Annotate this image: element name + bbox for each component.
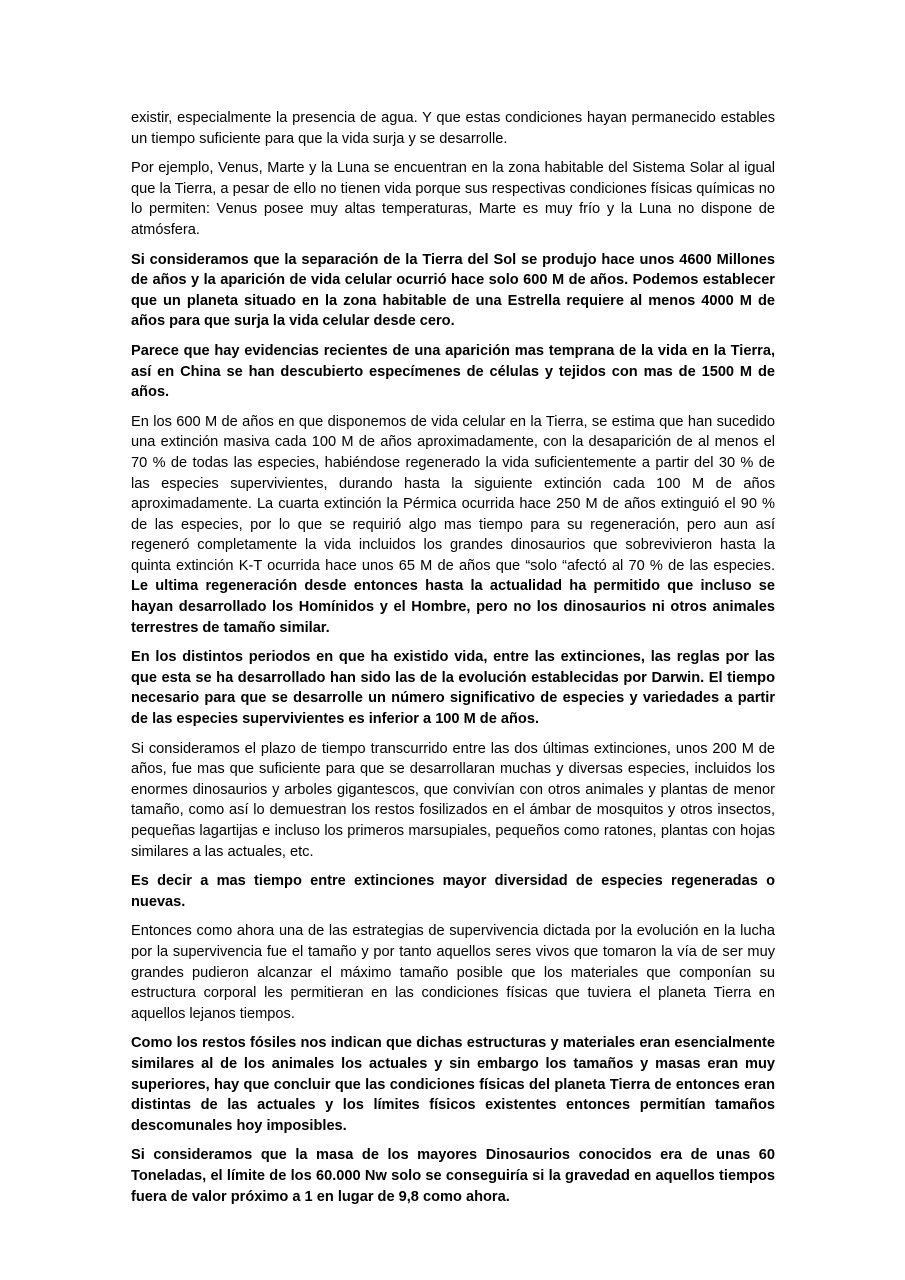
paragraph-9: Entonces como ahora una de las estrategias de supervivencia dictada por la evolución en la lucha por la supervivencia fue el tamaño y por tanto aquellos seres vivos que tomaron la vía de ser muy grandes pudieron alcanzar el máximo tamaño posible que los materiales que componían su estructura corporal les permitieran en las condiciones físicas que tuviera el planeta Tierra en aquellos lejanos tiempos. — [131, 923, 775, 1022]
paragraph-5-bold-tail: Le ultima regeneración desde entonces hasta la actualidad ha permitido que incluso se hayan desarrollado los Homínidos y el Hombre, pero no los dinosaurios ni otros animales terrestres de tamaño similar. — [131, 578, 775, 636]
paragraph-3: Si consideramos que la separación de la Tierra del Sol se produjo hace unos 4600 Millones de años y la aparición de vida celular ocurrió hace solo 600 M de años. Podemos establecer que un planeta situado en la zona habitable de una Estrella requiere al menos 4000 M de años para que surja la vida celular desde cero. — [131, 251, 775, 330]
paragraph-8: Es decir a mas tiempo entre extinciones mayor diversidad de especies regeneradas o nuevas. — [131, 873, 775, 910]
paragraph-2: Por ejemplo, Venus, Marte y la Luna se encuentran en la zona habitable del Sistema Solar al igual que la Tierra, a pesar de ello no tienen vida porque sus respectivas condiciones físicas químicas no lo permiten: Venus posee muy altas temperaturas, Marte es muy frío y la Luna no dispone de atmósfera. — [131, 160, 775, 238]
paragraph-6: En los distintos periodos en que ha existido vida, entre las extinciones, las reglas por las que esta se ha desarrollado han sido las de la evolución establecidas por Darwin. El tiempo necesario para que se desarrolle un número significativo de especies y variedades a partir de las especies supervivientes es inferior a 100 M de años. — [131, 649, 775, 728]
paragraph-4: Parece que hay evidencias recientes de una aparición mas temprana de la vida en la Tierra, así en China se han descubierto especímenes de células y tejidos con mas de 1500 M de años. — [131, 342, 775, 401]
paragraph-11: Si consideramos que la masa de los mayores Dinosaurios conocidos era de unas 60 Toneladas, el límite de los 60.000 Nw solo se conseguiría si la gravedad en aquellos tiempos fuera de valor próximo a 1 en lugar de 9,8 como ahora. — [131, 1147, 775, 1205]
paragraph-5-text: En los 600 M de años en que disponemos de vida celular en la Tierra, se estima que han sucedido una extinción masiva cada 100 M de años aproximadamente, con la desaparición de al menos el 70 % de todas las especies, habiéndose regenerado la vida suficientemente a partir del 30 % de las especies supervivientes, durando hasta la siguiente extinción cada 100 M de años aproximadamente. La cuarta extinción la Pérmica ocurrida hace 250 M de años extinguió el 90 % de las especies, por lo que se requirió algo mas tiempo para su regeneración, pero aun así regeneró completamente la vida incluidos los grandes dinosaurios que sobrevivieron hasta la quinta extinción K-T ocurrida hace unos 65 M de años que “solo “afectó al 70 % de las especies. — [131, 413, 775, 574]
paragraph-1: existir, especialmente la presencia de agua. Y que estas condiciones hayan permanecido estables un tiempo suficiente para que la vida surja y se desarrolle. — [131, 110, 775, 147]
document-page — [131, 108, 775, 1216]
paragraph-7: Si consideramos el plazo de tiempo transcurrido entre las dos últimas extinciones, unos 200 M de años, fue mas que suficiente para que se desarrollaran muchas y diversas especies, incluidos los enormes dinosaurios y arboles gigantescos, que convivían con otros animales y plantas de menor tamaño, como así lo demuestran los restos fosilizados en el ámbar de mosquitos y otros insectos, pequeñas lagartijas e incluso los primeros marsupiales, pequeños como ratones, plantas con hojas similares a las actuales, etc. — [131, 740, 775, 860]
paragraph-5 — [131, 412, 775, 639]
paragraph-10: Como los restos fósiles nos indican que dichas estructuras y materiales eran esencialmente similares al de los animales los actuales y sin embargo los tamaños y masas eran muy superiores, hay que concluir que las condiciones físicas del planeta Tierra de entonces eran distintas de las actuales y los límites físicos existentes entonces permitían tamaños descomunales hoy imposibles. — [131, 1035, 775, 1134]
